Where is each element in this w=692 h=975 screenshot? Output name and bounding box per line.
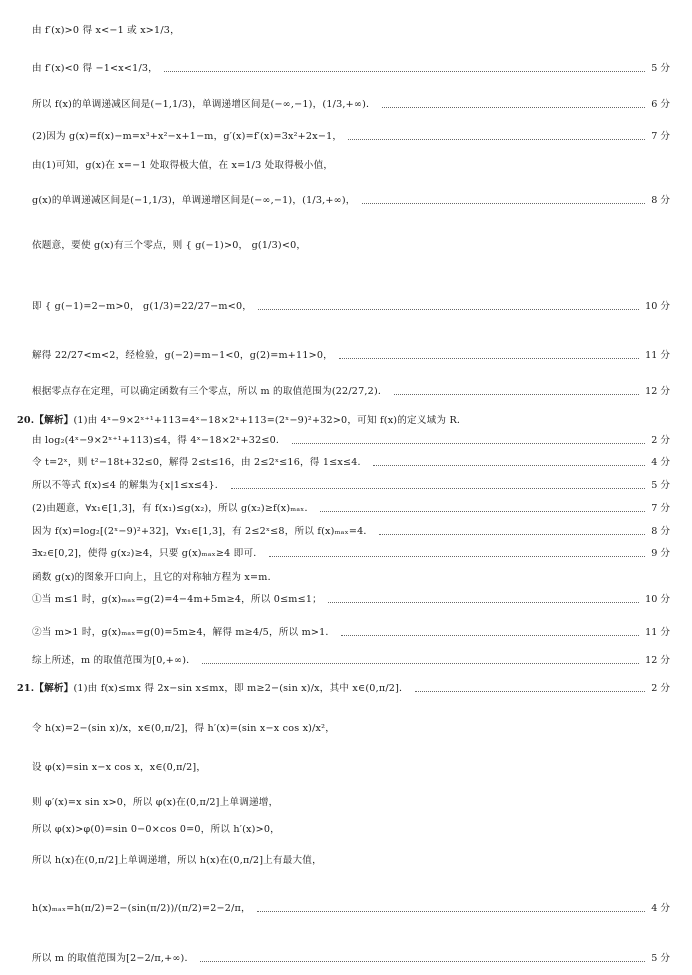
line-text: 因为 f(x)=log₂[(2ˣ−9)²+32]，∀x₁∈[1,3]，有 2≤2ˣ≤8，所以 f(x)ₘₐₓ=4． — [32, 526, 374, 537]
solution-line — [32, 572, 670, 584]
line-text: (1)由 4ˣ−9×2ˣ⁺¹+113=4ˣ−18×2ˣ+113=(2ˣ−9)²+32>0，可知 f(x)的定义域为 R． — [73, 415, 467, 426]
leader-dots — [320, 511, 645, 512]
line-text: 令 h(x)=2−(sin x)/x，x∈(0,π/2]，得 h′(x)=(sin x−x cos x)/x²， — [32, 723, 336, 734]
solution-line — [32, 99, 670, 111]
line-text: (2)因为 g(x)=f(x)−m=x³+x²−x+1−m，g′(x)=f′(x)=3x²+2x−1， — [32, 131, 343, 142]
score-points: 2 分 — [651, 435, 670, 446]
score-points: 10 分 — [645, 301, 670, 312]
leader-dots — [269, 556, 645, 557]
score-points: 12 分 — [645, 655, 670, 666]
leader-dots — [339, 358, 639, 359]
question-tag: 20.【解析】 — [17, 415, 74, 426]
score-points: 6 分 — [651, 99, 670, 110]
line-text: ②当 m>1 时，g(x)ₘₐₓ=g(0)=5m≥4，解得 m≥4/5，所以 m>1． — [32, 627, 336, 638]
score-points: 4 分 — [651, 457, 670, 468]
score-points: 11 分 — [645, 627, 670, 638]
solution-line — [32, 503, 670, 515]
score-points: 5 分 — [651, 480, 670, 491]
solution-line — [32, 762, 670, 774]
leader-dots — [348, 139, 645, 140]
line-text: 则 φ′(x)=x sin x>0，所以 φ(x)在(0,π/2]上单调递增， — [32, 797, 279, 808]
score-points: 10 分 — [645, 594, 670, 605]
solution-line — [32, 797, 670, 809]
solution-line — [32, 131, 670, 143]
solution-line — [32, 435, 670, 447]
solution-line — [32, 480, 670, 492]
solution-line — [32, 824, 670, 836]
line-text: 令 t=2ˣ，则 t²−18t+32≤0，解得 2≤t≤16，由 2≤2ˣ≤16，得 1≤x≤4． — [32, 457, 368, 468]
score-points: 7 分 — [651, 131, 670, 142]
score-points: 7 分 — [651, 503, 670, 514]
solution-line — [32, 160, 670, 172]
leader-dots — [328, 602, 639, 603]
line-text: 依题意，要使 g(x)有三个零点，则 { g(−1)>0， g(1/3)<0， — [32, 240, 307, 251]
line-text: 设 φ(x)=sin x−x cos x，x∈(0,π/2]， — [32, 762, 207, 773]
line-text: ①当 m≤1 时，g(x)ₘₐₓ=g(2)=4−4m+5m≥4，所以 0≤m≤1； — [32, 594, 322, 605]
leader-dots — [394, 394, 639, 395]
leader-dots — [200, 961, 645, 962]
solution-line — [32, 548, 670, 560]
leader-dots — [415, 691, 645, 692]
leader-dots — [164, 71, 645, 72]
line-text: 由 log₂(4ˣ−9×2ˣ⁺¹+113)≤4，得 4ˣ−18×2ˣ+32≤0． — [32, 435, 286, 446]
solution-line — [32, 195, 670, 207]
leader-dots — [258, 309, 639, 310]
line-text: 所以 h(x)在(0,π/2]上单调递增，所以 h(x)在(0,π/2]上有最大值， — [32, 855, 322, 866]
solution-line — [32, 903, 670, 915]
score-points: 8 分 — [651, 195, 670, 206]
solution-line — [32, 655, 670, 667]
solution-line — [32, 627, 670, 639]
line-text: ∃x₂∈[0,2]，使得 g(x₂)≥4，只要 g(x)ₘₐₓ≥4 即可． — [32, 548, 264, 559]
leader-dots — [379, 534, 645, 535]
line-text: (1)由 f(x)≤mx 得 2x−sin x≤mx，即 m≥2−(sin x)/x，其中 x∈(0,π/2]． — [73, 683, 409, 694]
line-text: g(x)的单调递减区间是(−1,1/3)，单调递增区间是(−∞,−1)，(1/3,+∞)， — [32, 195, 356, 206]
line-text: 函数 g(x)的图象开口向上，且它的对称轴方程为 x=m． — [32, 572, 278, 583]
line-text: h(x)ₘₐₓ=h(π/2)=2−(sin(π/2))/(π/2)=2−2/π， — [32, 903, 251, 914]
solution-line — [32, 953, 670, 965]
line-text: 所以 φ(x)>φ(0)=sin 0−0×cos 0=0，所以 h′(x)>0， — [32, 824, 280, 835]
score-points: 8 分 — [651, 526, 670, 537]
score-points: 9 分 — [651, 548, 670, 559]
line-text: 所以 f(x)的单调递减区间是(−1,1/3)，单调递增区间是(−∞,−1)，(1/3,+∞)． — [32, 99, 376, 110]
score-points: 2 分 — [651, 683, 670, 694]
line-text: 所以不等式 f(x)≤4 的解集为{x|1≤x≤4}． — [32, 480, 225, 491]
solution-line — [17, 683, 670, 695]
line-text: 解得 22/27<m<2，经检验，g(−2)=m−1<0，g(2)=m+11>0， — [32, 350, 333, 361]
score-points: 5 分 — [651, 63, 670, 74]
leader-dots — [373, 465, 645, 466]
solution-line — [17, 415, 670, 427]
line-text: 由 f′(x)<0 得 −1<x<1/3， — [32, 63, 158, 74]
score-points: 5 分 — [651, 953, 670, 964]
solution-line — [32, 855, 670, 867]
leader-dots — [362, 203, 646, 204]
line-text: 由(1)可知，g(x)在 x=−1 处取得极大值，在 x=1/3 处取得极小值， — [32, 160, 334, 171]
score-points: 11 分 — [645, 350, 670, 361]
solution-line — [32, 723, 670, 735]
line-text: 综上所述，m 的取值范围为[0,+∞)． — [32, 655, 196, 666]
score-points: 12 分 — [645, 386, 670, 397]
solution-line — [32, 63, 670, 75]
solution-line — [32, 25, 670, 37]
score-points: 4 分 — [651, 903, 670, 914]
leader-dots — [257, 911, 645, 912]
leader-dots — [202, 663, 639, 664]
line-text: 根据零点存在定理，可以确定函数有三个零点，所以 m 的取值范围为(22/27,2)． — [32, 386, 388, 397]
solution-line — [32, 457, 670, 469]
solution-line — [32, 240, 670, 252]
solution-line — [32, 526, 670, 538]
line-text: 即 { g(−1)=2−m>0， g(1/3)=22/27−m<0， — [32, 301, 253, 312]
leader-dots — [292, 443, 646, 444]
leader-dots — [382, 107, 645, 108]
solution-line — [32, 350, 670, 362]
solution-line — [32, 301, 670, 313]
question-tag: 21.【解析】 — [17, 683, 74, 694]
leader-dots — [341, 635, 639, 636]
solution-line — [32, 386, 670, 398]
line-text: (2)由题意，∀x₁∈[1,3]，有 f(x₁)≤g(x₂)，所以 g(x₂)≥f(x)ₘₐₓ． — [32, 503, 315, 514]
leader-dots — [231, 488, 646, 489]
line-text: 由 f′(x)>0 得 x<−1 或 x>1/3， — [32, 25, 180, 36]
solution-line — [32, 594, 670, 606]
line-text: 所以 m 的取值范围为[2−2/π,+∞)． — [32, 953, 195, 964]
